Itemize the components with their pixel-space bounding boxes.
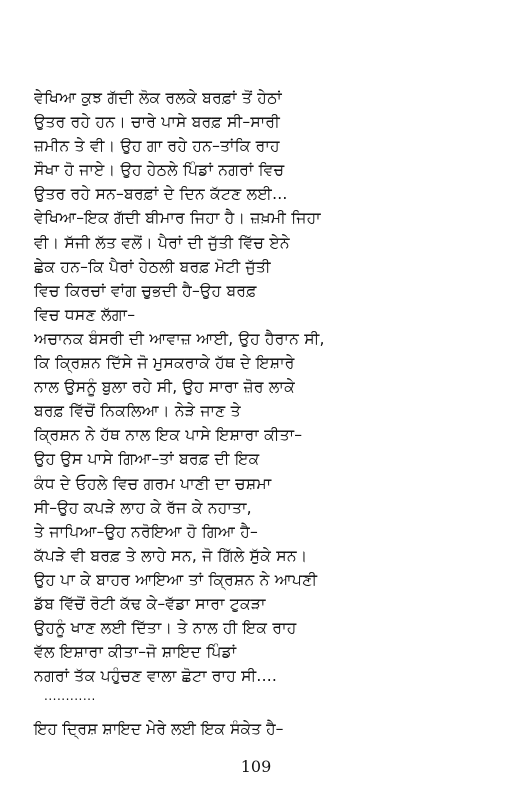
text-line: ਵੇਖਿਆ ਕੁਝ ਗੱਦੀ ਲੋਕ ਰਲਕੇ ਬਰਫ਼ਾਂ ਤੋਂ ਹੇਠਾਂ [34, 89, 282, 107]
poem-text [34, 86, 494, 688]
text-line: ਨਗਰਾਂ ਤੱਕ ਪਹੁੰਚਣ ਵਾਲਾ ਛੋਟਾ ਰਾਹ ਸੀ.... [34, 667, 278, 686]
text-line: ਉਤਰ ਰਹੇ ਸਨ–ਬਰਫ਼ਾਂ ਦੇ ਦਿਨ ਕੱਟਣ ਲਈ... [34, 185, 288, 204]
text-line: ਛੇਕ ਹਨ–ਕਿ ਪੈਰਾਂ ਹੇਠਲੀ ਬਰਫ਼ ਮੋਟੀ ਜੁੱਤੀ [34, 257, 271, 276]
page-number: 109 [240, 757, 272, 776]
text-line: ਤੇ ਜਾਪਿਆ–ਉਹ ਨਰੋਇਆ ਹੋ ਗਿਆ ਹੈ– [34, 522, 259, 541]
text-line: ਵੱਲ ਇਸ਼ਾਰਾ ਕੀਤਾ–ਜੋ ਸ਼ਾਇਦ ਪਿੰਡਾਂ [34, 643, 237, 662]
text-line: ਜ਼ਮੀਨ ਤੇ ਵੀ। ਉਹ ਗਾ ਰਹੇ ਹਨ–ਤਾਂਕਿ ਰਾਹ [34, 137, 280, 156]
text-line: ਕ੍ਰਿਸ਼ਨ ਨੇ ਹੱਥ ਨਾਲ ਇਕ ਪਾਸੇ ਇਸ਼ਾਰਾ ਕੀਤਾ– [34, 426, 303, 445]
text-line: ਅਚਾਨਕ ਬੰਸਰੀ ਦੀ ਆਵਾਜ਼ ਆਈ, ਉਹ ਹੈਰਾਨ ਸੀ, [34, 329, 325, 348]
text-line: ਸੌਖਾ ਹੋ ਜਾਏ। ਉਹ ਹੇਠਲੇ ਪਿੰਡਾਂ ਨਗਰਾਂ ਵਿਚ [34, 161, 285, 180]
text-line: ਕੰਧ ਦੇ ਓਹਲੇ ਵਿਚ ਗਰਮ ਪਾਣੀ ਦਾ ਚਸ਼ਮਾ [34, 474, 272, 493]
text-line: ਨਾਲ ਉਸਨੂੰ ਬੁਲਾ ਰਹੇ ਸੀ, ਉਹ ਸਾਰਾ ਜ਼ੋਰ ਲਾਕੇ [34, 378, 295, 397]
text-line: ਸੀ–ਉਹ ਕਪੜੇ ਲਾਹ ਕੇ ਰੱਜ ਕੇ ਨਹਾਤਾ, [34, 498, 252, 517]
text-line: ਉਹ ਉਸ ਪਾਸੇ ਗਿਆ–ਤਾਂ ਬਰਫ਼ ਦੀ ਇਕ [34, 450, 260, 469]
section-separator: ............ [44, 689, 96, 703]
text-line: ਵਿਚ ਧਸਣ ਲੱਗਾ– [34, 305, 136, 324]
text-line: ਉਹ ਪਾ ਕੇ ਬਾਹਰ ਆਇਆ ਤਾਂ ਕ੍ਰਿਸ਼ਨ ਨੇ ਆਪਣੀ [34, 570, 318, 589]
text-line: ਵਿਚ ਕਿਰਚਾਂ ਵਾਂਗ ਚੁਭਦੀ ਹੈ–ਉਹ ਬਰਫ਼ [34, 281, 257, 300]
text-line: ਵੀ। ਸੱਜੀ ਲੱਤ ਵਲੋਂ। ਪੈਰਾਂ ਦੀ ਜੁੱਤੀ ਵਿੱਚ ਏਨੇ [34, 233, 290, 252]
text-line: ਬਰਫ਼ ਵਿੱਚੋਂ ਨਿਕਲਿਆ। ਨੇੜੇ ਜਾਣ ਤੇ [34, 402, 241, 421]
text-line: ਡੱਬ ਵਿੱਚੋਂ ਰੋਟੀ ਕੱਢ ਕੇ–ਵੱਡਾ ਸਾਰਾ ਟੁਕੜਾ [34, 594, 266, 613]
closing-line: ਇਹ ਦ੍ਰਿਸ਼ ਸ਼ਾਇਦ ਮੇਰੇ ਲਈ ਇਕ ਸੰਕੇਤ ਹੈ– [34, 720, 284, 738]
text-line: ਕੱਪੜੇ ਵੀ ਬਰਫ਼ ਤੇ ਲਾਹੇ ਸਨ, ਜੋ ਗਿੱਲੇ ਸੁੱਕੇ ਸਨ। [34, 546, 308, 565]
text-line: ਉਹਨੂੰ ਖਾਣ ਲਈ ਦਿੱਤਾ। ਤੇ ਨਾਲ ਹੀ ਇਕ ਰਾਹ [34, 619, 297, 638]
text-line: ਉਤਰ ਰਹੇ ਹਨ। ਚਾਰੇ ਪਾਸੇ ਬਰਫ਼ ਸੀ–ਸਾਰੀ [34, 113, 280, 132]
text-line: ਵੇਖਿਆ–ਇਕ ਗੱਦੀ ਬੀਮਾਰ ਜਿਹਾ ਹੈ। ਜ਼ਖ਼ਮੀ ਜਿਹਾ [34, 209, 321, 228]
text-line: ਕਿ ਕ੍ਰਿਸ਼ਨ ਦਿੱਸੇ ਜੋ ਮੁਸਕਰਾਕੇ ਹੱਥ ਦੇ ਇਸ਼ਾਰੇ [34, 354, 295, 373]
